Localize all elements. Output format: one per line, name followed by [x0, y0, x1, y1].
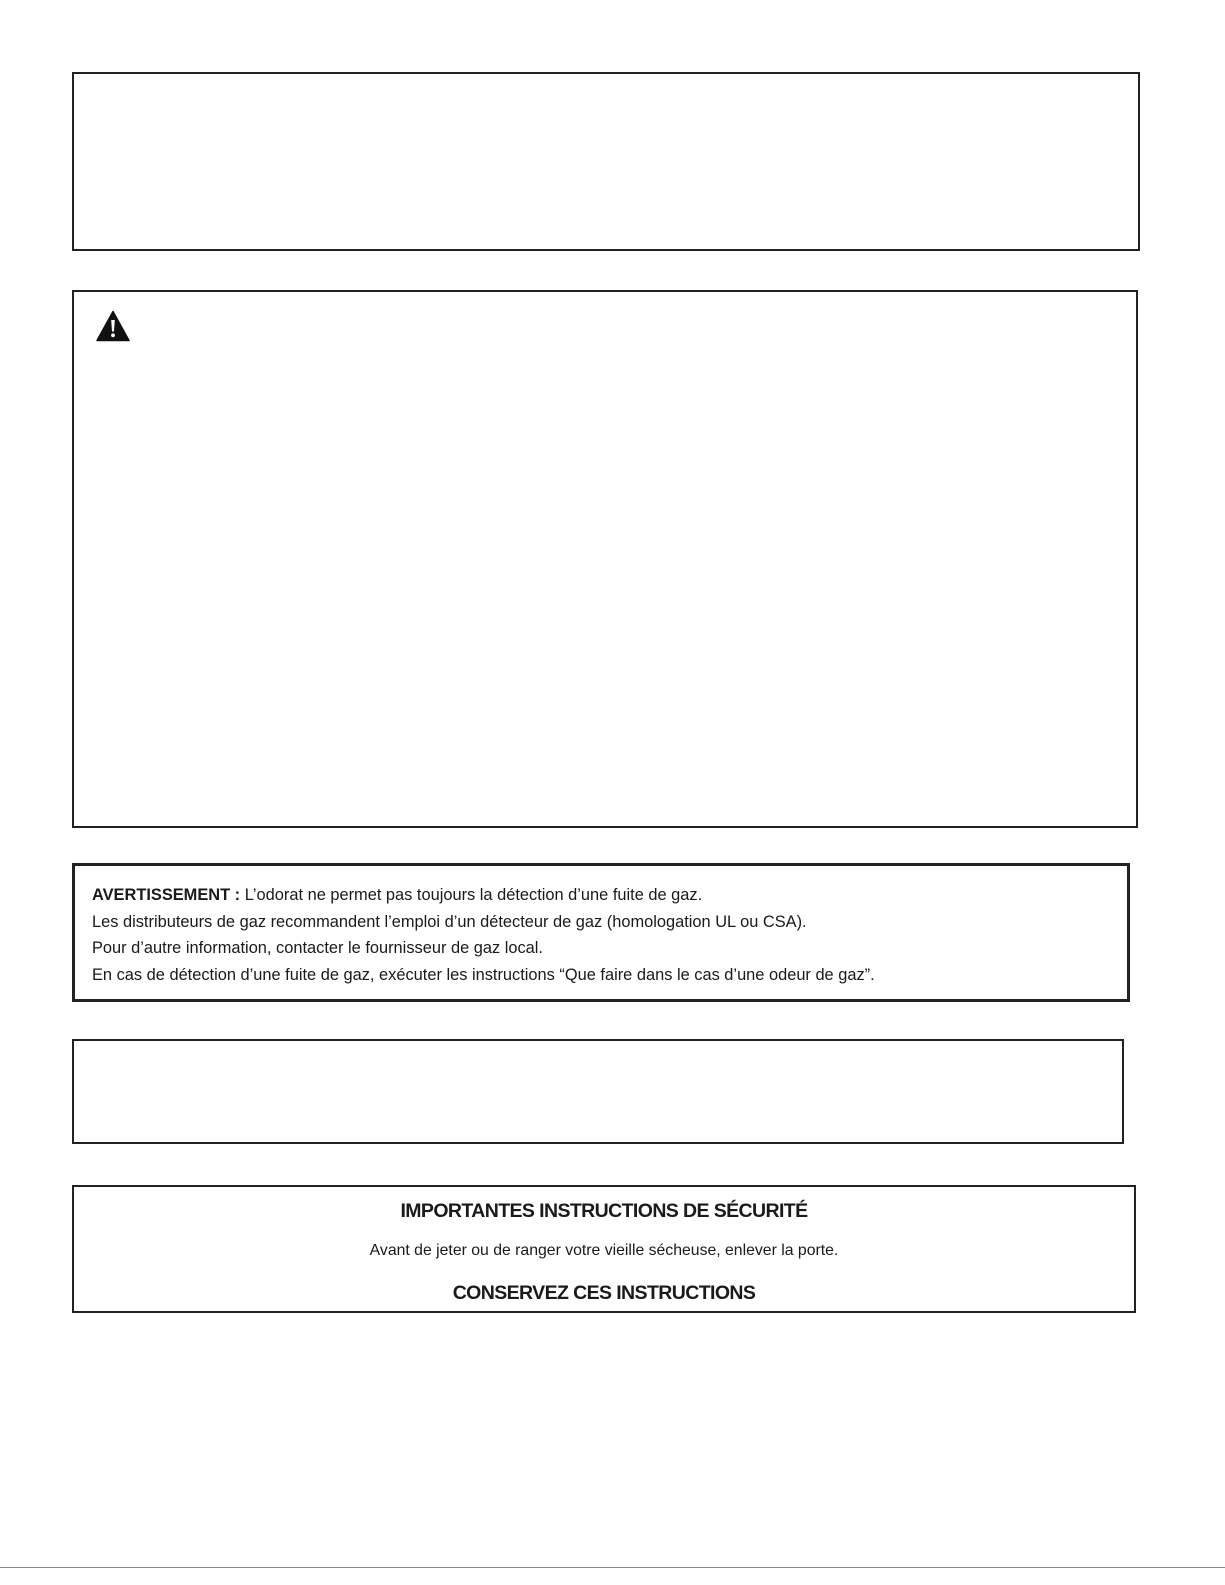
gas-warning-line-1-text: L’odorat ne permet pas toujours la détection d’une fuite de gaz.	[244, 886, 703, 904]
safety-instructions-title: IMPORTANTES INSTRUCTIONS DE SÉCURITÉ	[400, 1200, 808, 1222]
gas-warning-label: AVERTISSEMENT :	[92, 886, 241, 904]
page-bottom-rule	[0, 1567, 1225, 1568]
notice-box-top	[72, 72, 1140, 251]
gas-warning-text	[92, 882, 1115, 988]
safety-instructions-footer: CONSERVEZ CES INSTRUCTIONS	[452, 1282, 756, 1304]
safety-instructions-box	[72, 1185, 1136, 1313]
warning-triangle-icon	[96, 310, 130, 342]
gas-warning-line-3: Pour d’autre information, contacter le fournisseur de gaz local.	[92, 939, 543, 957]
gas-warning-line-2: Les distributeurs de gaz recommandent l’emploi d’un détecteur de gaz (homologation UL ou CSA).	[92, 912, 807, 931]
gas-warning-line-1	[92, 882, 1115, 909]
gas-warning-line-4: En cas de détection d’une fuite de gaz, exécuter les instructions “Que faire dans le cas d’une odeur de gaz”.	[92, 965, 875, 984]
gas-leak-warning-box	[72, 863, 1130, 1002]
safety-instructions-text: Avant de jeter ou de ranger votre vieille sécheuse, enlever la porte.	[369, 1242, 839, 1259]
warning-box-large	[72, 290, 1138, 828]
notice-box-blank	[72, 1039, 1124, 1144]
